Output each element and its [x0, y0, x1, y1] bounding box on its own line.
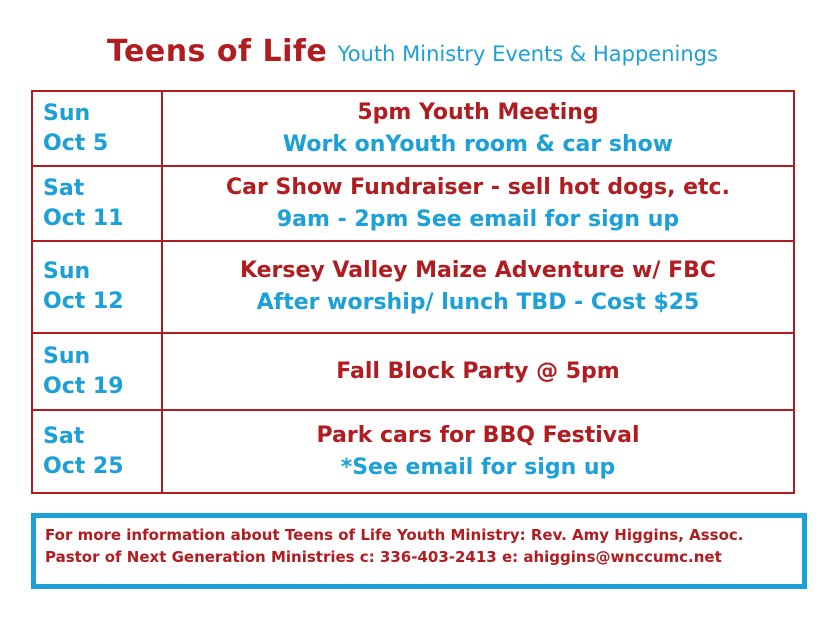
brand-title: Teens of Life	[107, 34, 328, 69]
event-description-cell	[162, 333, 794, 410]
event-description-cell	[162, 241, 794, 333]
event-date: Oct 25	[43, 453, 124, 479]
event-day: Sat	[43, 175, 85, 201]
event-detail: After worship/ lunch TBD - Cost $25	[256, 290, 700, 315]
event-title: 5pm Youth Meeting	[357, 99, 599, 125]
event-detail: 9am - 2pm See email for sign up	[276, 206, 680, 232]
event-description-cell	[162, 166, 794, 241]
event-date-cell	[32, 91, 162, 166]
event-date: Oct 19	[43, 373, 124, 399]
page-header	[0, 34, 825, 69]
event-day: Sun	[43, 259, 91, 284]
event-day: Sun	[43, 343, 91, 369]
event-date-cell	[32, 410, 162, 493]
contact-info-line: Pastor of Next Generation Ministries c: 336-403-2413 e: ahiggins@wnccumc.net	[45, 548, 722, 566]
table-row	[32, 91, 794, 166]
event-title: Park cars for BBQ Festival	[316, 422, 640, 448]
event-title: Fall Block Party @ 5pm	[336, 358, 620, 384]
event-description-cell	[162, 91, 794, 166]
event-date-cell	[32, 333, 162, 410]
event-title: Kersey Valley Maize Adventure w/ FBC	[239, 258, 717, 283]
contact-info-line: For more information about Teens of Life Youth Ministry: Rev. Amy Higgins, Assoc.	[45, 526, 744, 544]
table-row	[32, 166, 794, 241]
event-detail: *See email for sign up	[340, 454, 616, 480]
page-subtitle: Youth Ministry Events & Happenings	[337, 42, 718, 66]
event-date: Oct 5	[43, 130, 109, 156]
event-day: Sat	[43, 423, 85, 449]
event-date: Oct 12	[43, 289, 124, 314]
contact-info-box	[31, 513, 807, 589]
event-day: Sun	[43, 100, 91, 126]
event-detail: Work onYouth room & car show	[282, 131, 674, 157]
table-row	[32, 241, 794, 333]
event-date-cell	[32, 241, 162, 333]
event-title: Car Show Fundraiser - sell hot dogs, etc.	[226, 174, 730, 200]
event-date: Oct 11	[43, 205, 124, 231]
table-row	[32, 410, 794, 493]
table-row	[32, 333, 794, 410]
event-description-cell	[162, 410, 794, 493]
event-date-cell	[32, 166, 162, 241]
events-table	[31, 90, 795, 494]
